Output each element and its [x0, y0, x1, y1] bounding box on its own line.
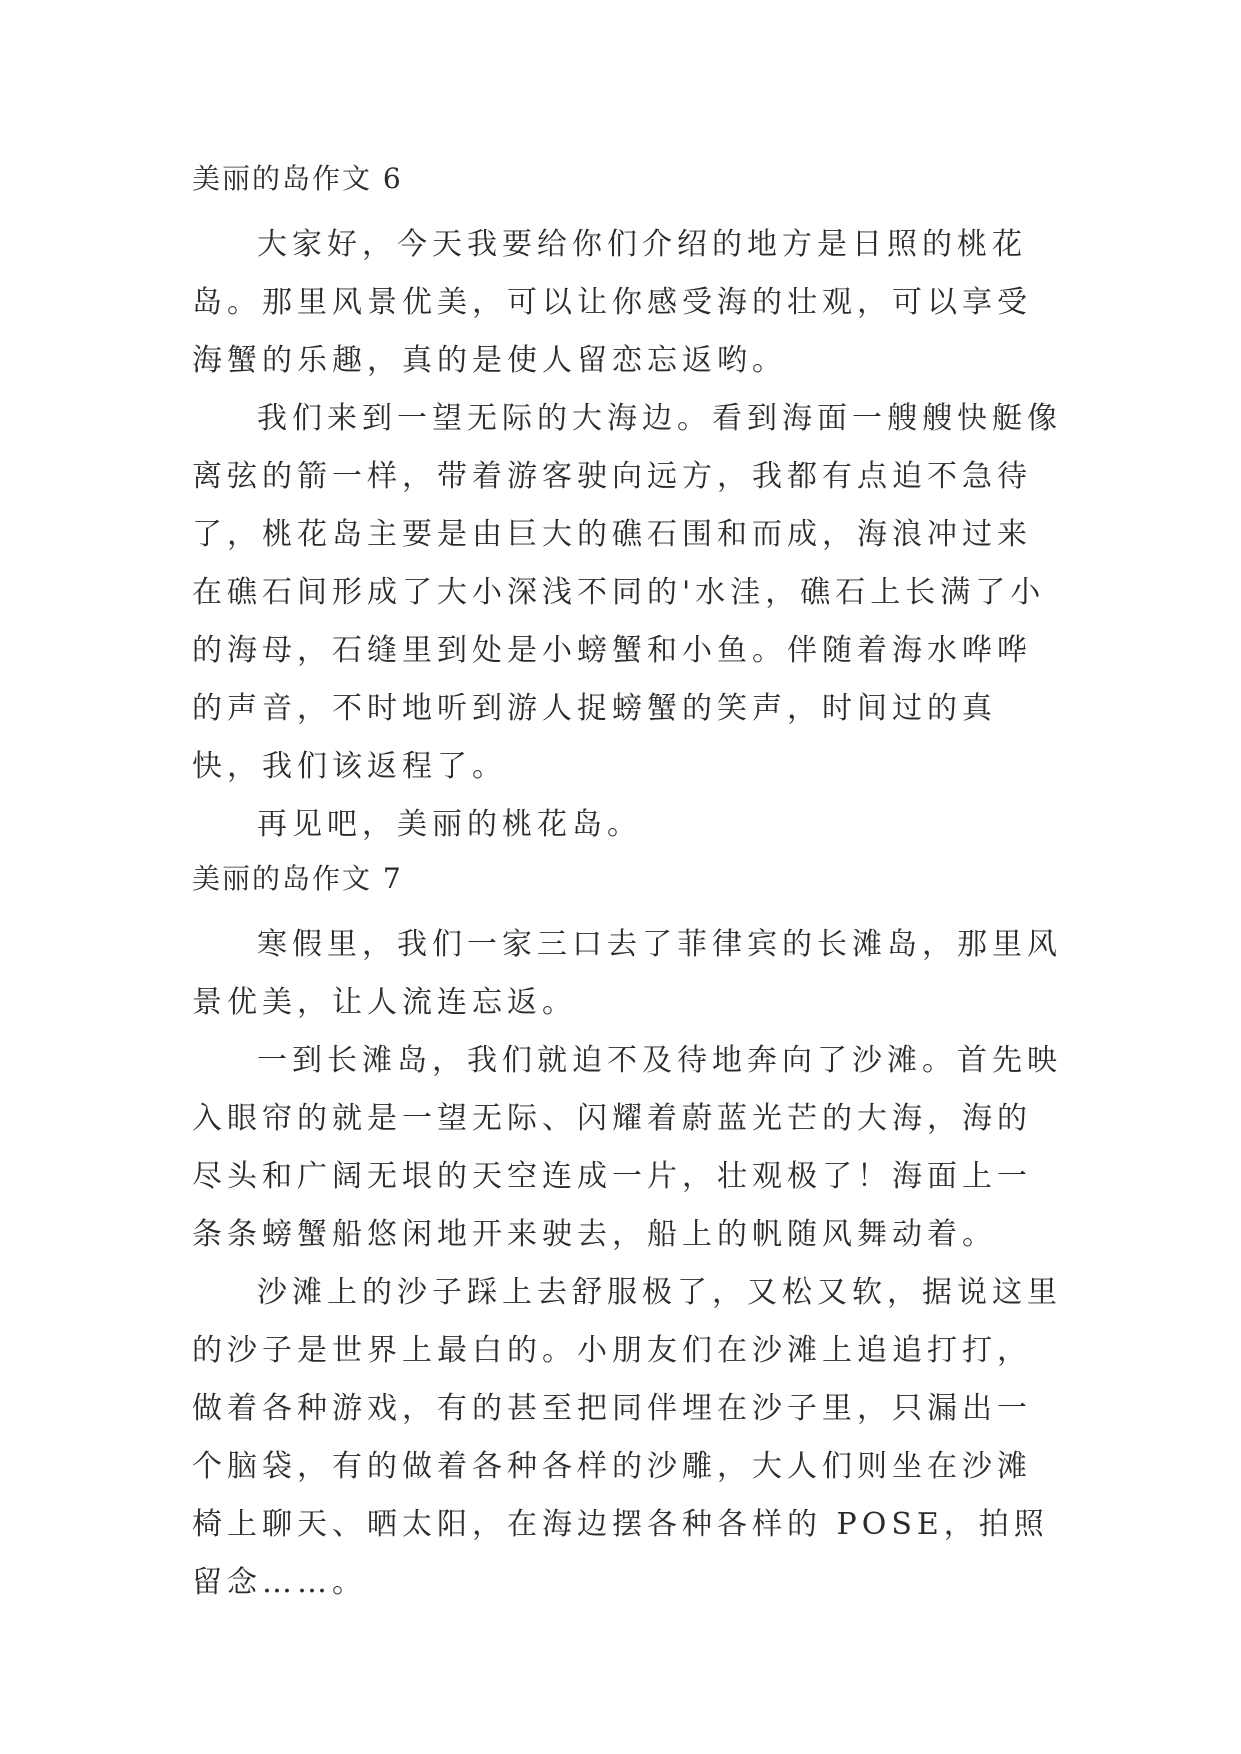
essay-paragraph: 寒假里，我们一家三口去了菲律宾的长滩岛，那里风景优美，让人流连忘返。 — [192, 927, 1062, 1020]
essay-section-7 — [192, 860, 1062, 1612]
essay-paragraph: 再见吧，美丽的桃花岛。 — [257, 807, 642, 842]
essay-section-6 — [192, 160, 1062, 854]
essay-paragraph: 沙滩上的沙子踩上去舒服极了，又松又软，据说这里的沙子是世界上最白的。小朋友们在沙滩上追追打打，做着各种游戏，有的甚至把同伴埋在沙子里，只漏出一个脑袋，有的做着各种各样的沙雕，大人们则坐在沙滩椅上聊天、晒太阳，在海边摆各种各样的 POSE，拍照留念……。 — [192, 1275, 1062, 1600]
essay-paragraph: 一到长滩岛，我们就迫不及待地奔向了沙滩。首先映入眼帘的就是一望无际、闪耀着蔚蓝光芒的大海，海的尽头和广阔无垠的天空连成一片，壮观极了！海面上一条条螃蟹船悠闲地开来驶去，船上的帆随风舞动着。 — [192, 1043, 1062, 1252]
essay-title: 美丽的岛作文 7 — [192, 862, 403, 895]
essay-paragraph: 我们来到一望无际的大海边。看到海面一艘艘快艇像离弦的箭一样，带着游客驶向远方，我都有点迫不急待了，桃花岛主要是由巨大的礁石围和而成，海浪冲过来在礁石间形成了大小深浅不同的'水洼，礁石上长满了小的海母，石缝里到处是小螃蟹和小鱼。伴随着海水哗哗的声音，不时地听到游人捉螃蟹的笑声，时间过的真快，我们该返程了。 — [192, 401, 1062, 784]
essay-title: 美丽的岛作文 6 — [192, 162, 403, 195]
essay-paragraph: 大家好，今天我要给你们介绍的地方是日照的桃花岛。那里风景优美，可以让你感受海的壮观，可以享受海蟹的乐趣，真的是使人留恋忘返哟。 — [192, 227, 1032, 378]
